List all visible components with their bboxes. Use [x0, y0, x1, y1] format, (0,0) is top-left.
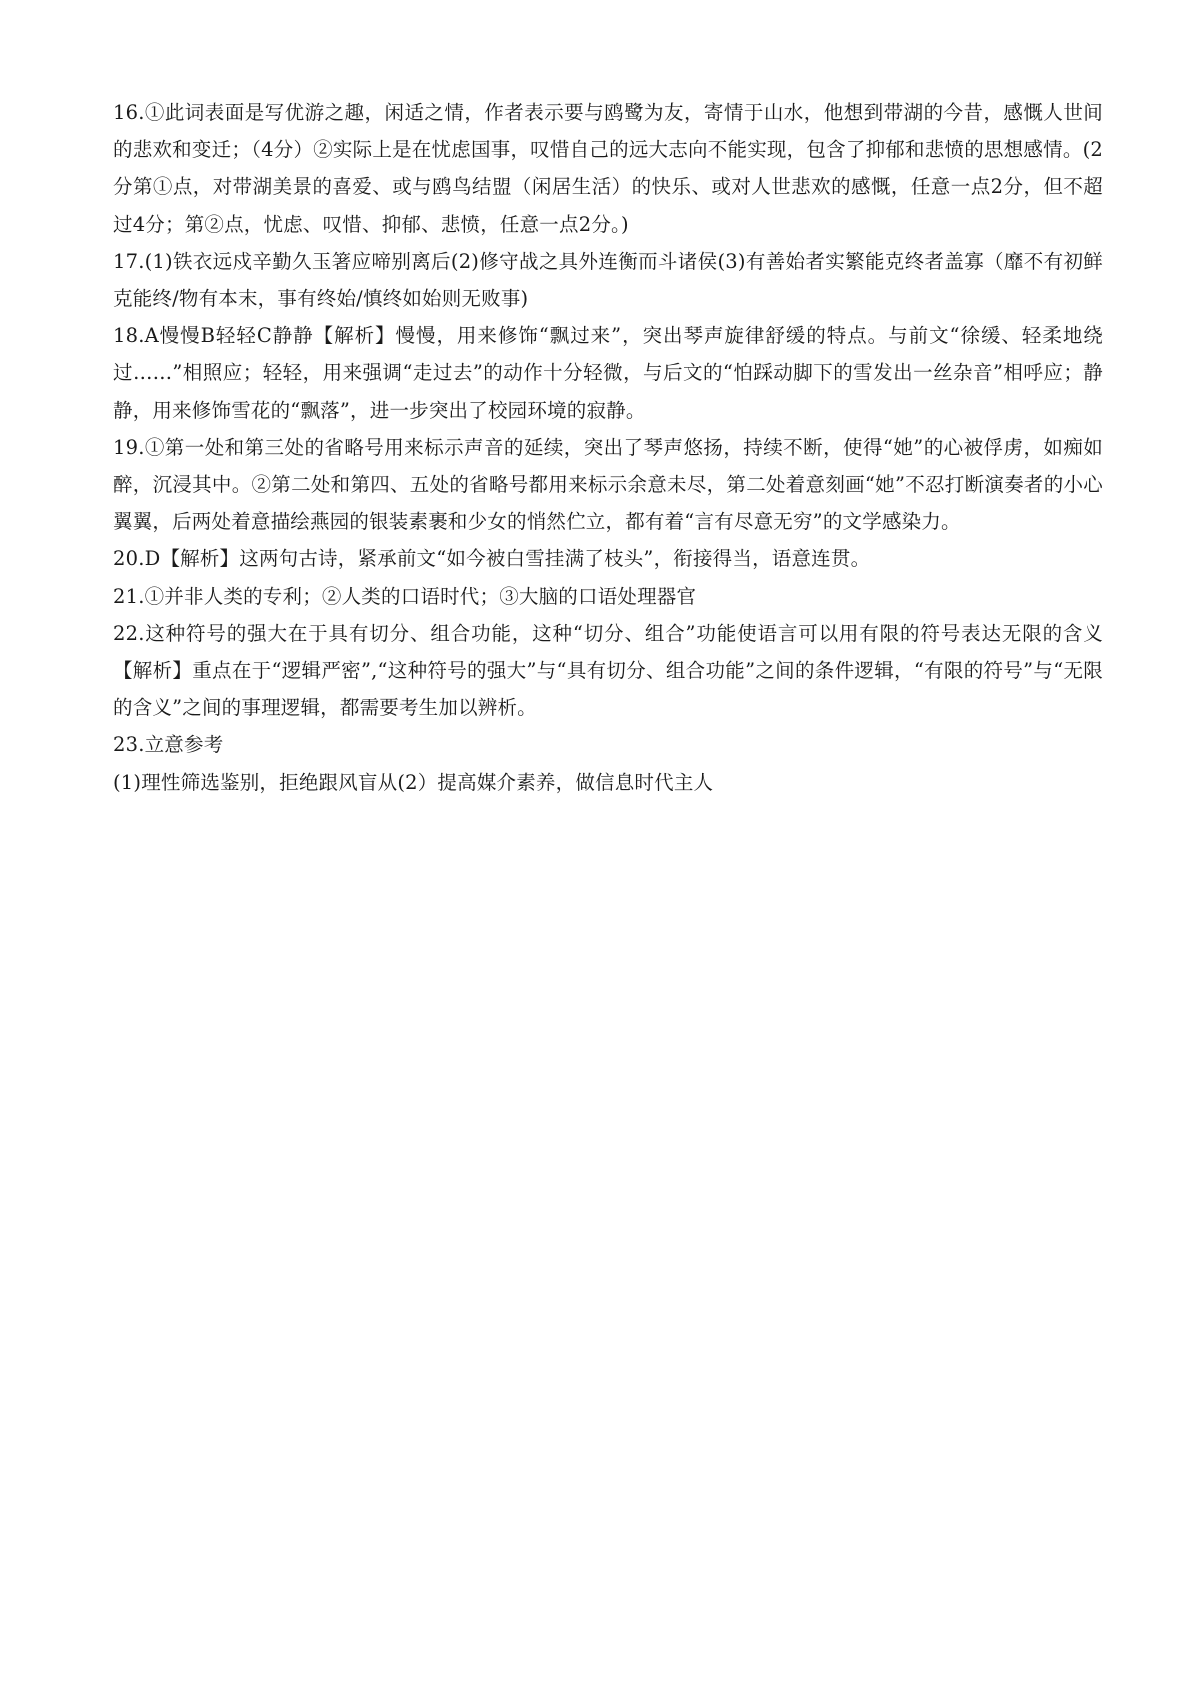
answer-20: 20.D【解析】这两句古诗，紧承前文“如今被白雪挂满了枝头”，衔接得当，语意连贯。	[113, 547, 871, 571]
answer-22: 22.这种符号的强大在于具有切分、组合功能，这种“切分、组合”功能使语言可以用有限的符号表达无限的含义【解析】重点在于“逻辑严密”,“这种符号的强大”与“具有切分、组合功能”之间的条件逻辑，“有限的符号”与“无限的含义”之间的事理逻辑，都需要考生加以辨析。	[113, 621, 1103, 720]
answer-19: 19.①第一处和第三处的省略号用来标示声音的延续，突出了琴声悠扬，持续不断，使得“她”的心被俘虏，如痴如醉，沉浸其中。②第二处和第四、五处的省略号都用来标示余意未尽，第二处着意刻画“她”不忍打断演奏者的小心翼翼，后两处着意描绘燕园的银装素裹和少女的悄然伫立，都有着“言有尽意无穷”的文学感染力。	[113, 435, 1103, 534]
answer-16: 16.①此词表面是写优游之趣，闲适之情，作者表示要与鸥鹭为友，寄情于山水，他想到带湖的今昔，感慨人世间的悲欢和变迁；（4分）②实际上是在忧虑国事，叹惜自己的远大志向不能实现，包含了抑郁和悲愤的思想感情。(2分第①点，对带湖美景的喜爱、或与鸥鸟结盟（闲居生活）的快乐、或对人世悲欢的感慨，任意一点2分，但不超过4分；第②点，忧虑、叹惜、抑郁、悲愤，任意一点2分。)	[113, 101, 1103, 236]
answer-23-title: 23.立意参考	[113, 733, 224, 757]
answer-key-page	[113, 94, 1103, 801]
answer-18: 18.A慢慢B轻轻C静静【解析】慢慢，用来修饰“飘过来”，突出琴声旋律舒缓的特点。与前文“徐缓、轻柔地绕过……”相照应；轻轻，用来强调“走过去”的动作十分轻微，与后文的“怕踩动脚下的雪发出一丝杂音”相呼应；静静，用来修饰雪花的“飘落”，进一步突出了校园环境的寂静。	[113, 324, 1103, 422]
answer-21: 21.①并非人类的专利；②人类的口语时代；③大脑的口语处理器官	[113, 584, 697, 608]
answer-23-body: (1)理性筛选鉴别，拒绝跟风盲从(2）提高媒介素养，做信息时代主人	[113, 770, 714, 794]
answer-17: 17.(1)铁衣远戍辛勤久玉箸应啼别离后(2)修守战之具外连衡而斗诸侯(3)有善始者实繁能克终者盖寡（靡不有初鲜克能终/物有本末，事有终始/慎终如始则无败事)	[113, 249, 1103, 311]
